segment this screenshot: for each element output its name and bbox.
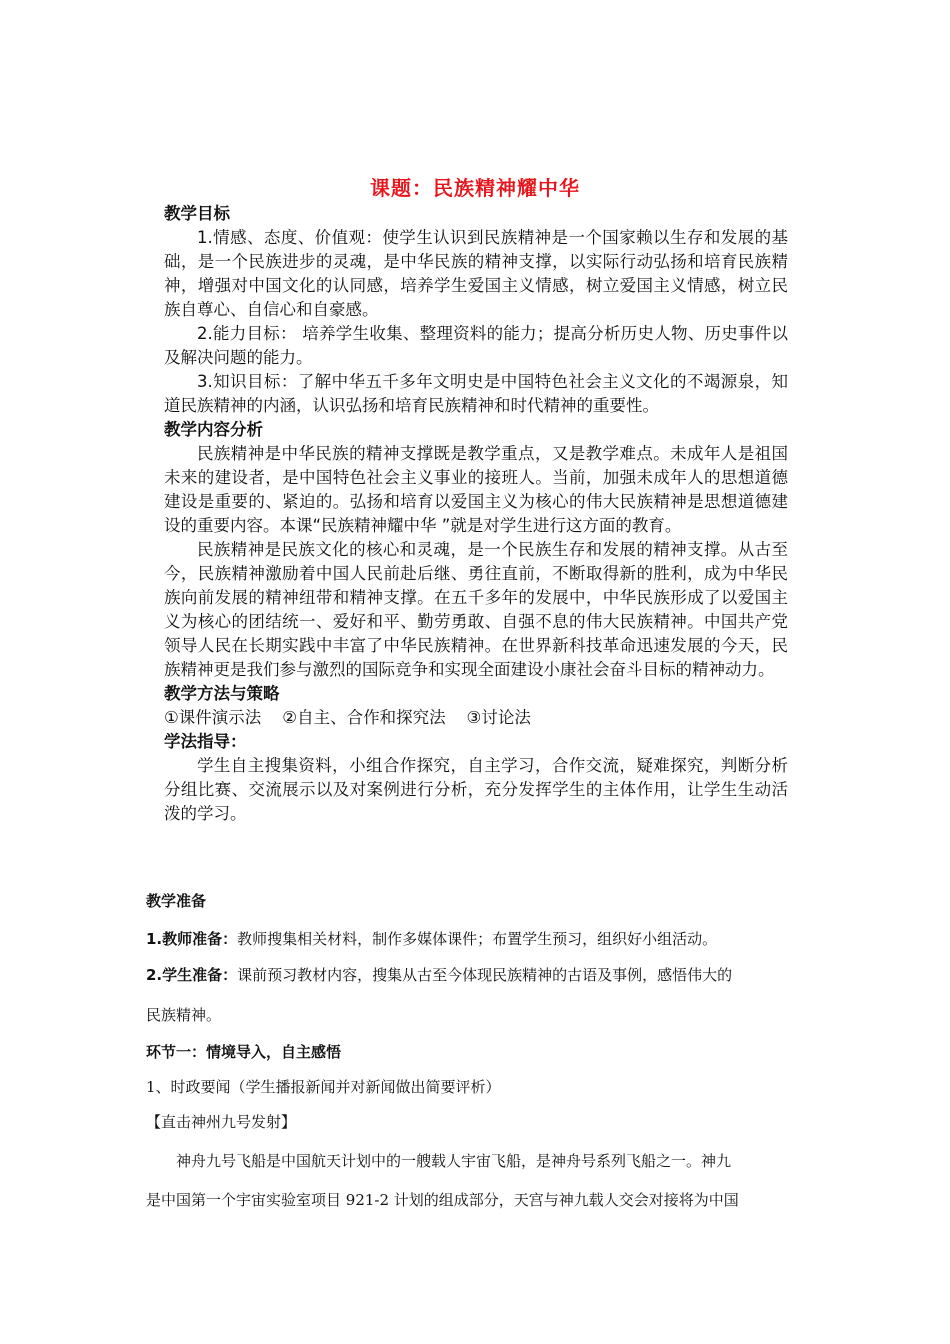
- link1-heading: 环节一：情境导入，自主感悟: [146, 1043, 342, 1061]
- news-paragraph-line-1: 神舟九号飞船是中国航天计划中的一艘载人宇宙飞船，是神舟号系列飞船之一。神九: [176, 1152, 732, 1170]
- student-prep-text: 课前预习教材内容，搜集从古至今体现民族精神的古语及事例，感悟伟大的: [237, 966, 733, 984]
- study-guide-paragraph: 学生自主搜集资料，小组合作探究，自主学习，合作交流，疑难探究，判断分析分组比赛、交流展示以及对案例进行分析，充分发挥学生的主体作用，让学生生动活泼的学习。: [164, 756, 788, 823]
- section-heading-study-guide: 学法指导：: [164, 732, 247, 751]
- page-title: 课题：民族精神耀中华: [370, 176, 580, 200]
- content-analysis-paragraph-1: 民族精神是中华民族的精神支撑既是教学重点，又是教学难点。未成年人是祖国未来的建设者，是中国特色社会主义事业的接班人。当前，加强未成年人的思想道德建设是重要的、紧迫的。弘扬和培育以爱国主义为核心的伟大民族精神是思想道德建设的重要内容。本课“民族精神耀中华 ”就是对学生进行这方面的教育。: [164, 444, 788, 535]
- current-affairs-item: 1、时政要闻（学生播报新闻并对新闻做出简要评析）: [146, 1078, 501, 1096]
- prep-heading: 教学准备: [146, 892, 207, 910]
- student-prep-continuation: 民族精神。: [146, 1006, 222, 1024]
- news-paragraph-line-2: 是中国第一个宇宙实验室项目 921-2 计划的组成部分，天宫与神九载人交会对接将为中国: [146, 1191, 739, 1209]
- teacher-prep-text: 教师搜集相关材料，制作多媒体课件；布置学生预习，组织好小组活动。: [237, 930, 718, 948]
- goal-paragraph-1: 1.情感、态度、价值观：使学生认识到民族精神是一个国家赖以生存和发展的基础，是一个民族进步的灵魂，是中华民族的精神支撑，以实际行动弘扬和培育民族精神，增强对中国文化的认同感，培养学生爱国主义情感，树立爱国主义情感，树立民族自尊心、自信心和自豪感。: [164, 228, 788, 319]
- teacher-prep-line: [146, 928, 806, 949]
- content-analysis-paragraph-2: 民族精神是民族文化的核心和灵魂，是一个民族生存和发展的精神支撑。从古至今，民族精神激励着中国人民前赴后继、勇往直前，不断取得新的胜利，成为中华民族向前发展的精神纽带和精神支撑。在五千多年的发展中，中华民族形成了以爱国主义为核心的团结统一、爱好和平、勤劳勇敢、自强不息的伟大民族精神。中国共产党领导人民在长期实践中丰富了中华民族精神。在世界新科技革命迅速发展的今天，民族精神更是我们参与激烈的国际竞争和实现全面建设小康社会奋斗目标的精神动力。: [164, 540, 788, 679]
- student-prep-line: [146, 964, 806, 985]
- lesson-plan-body: [164, 202, 788, 826]
- news-title: 【直击神州九号发射】: [146, 1113, 297, 1131]
- section-heading-methods: 教学方法与策略: [164, 684, 280, 703]
- goal-paragraph-2: 2.能力目标： 培养学生收集、整理资料的能力；提高分析历史人物、历史事件以及解决问题的能力。: [164, 324, 788, 367]
- section-heading-goals: 教学目标: [164, 204, 230, 223]
- student-prep-label: 2.学生准备：: [146, 966, 238, 984]
- goal-paragraph-3: 3.知识目标：了解中华五千多年文明史是中国特色社会主义文化的不竭源泉，知道民族精神的内涵，认识弘扬和培育民族精神和时代精神的重要性。: [164, 372, 788, 415]
- section-heading-content-analysis: 教学内容分析: [164, 420, 263, 439]
- methods-list: ①课件演示法 ②自主、合作和探究法 ③讨论法: [164, 708, 531, 727]
- teacher-prep-label: 1.教师准备：: [146, 930, 238, 948]
